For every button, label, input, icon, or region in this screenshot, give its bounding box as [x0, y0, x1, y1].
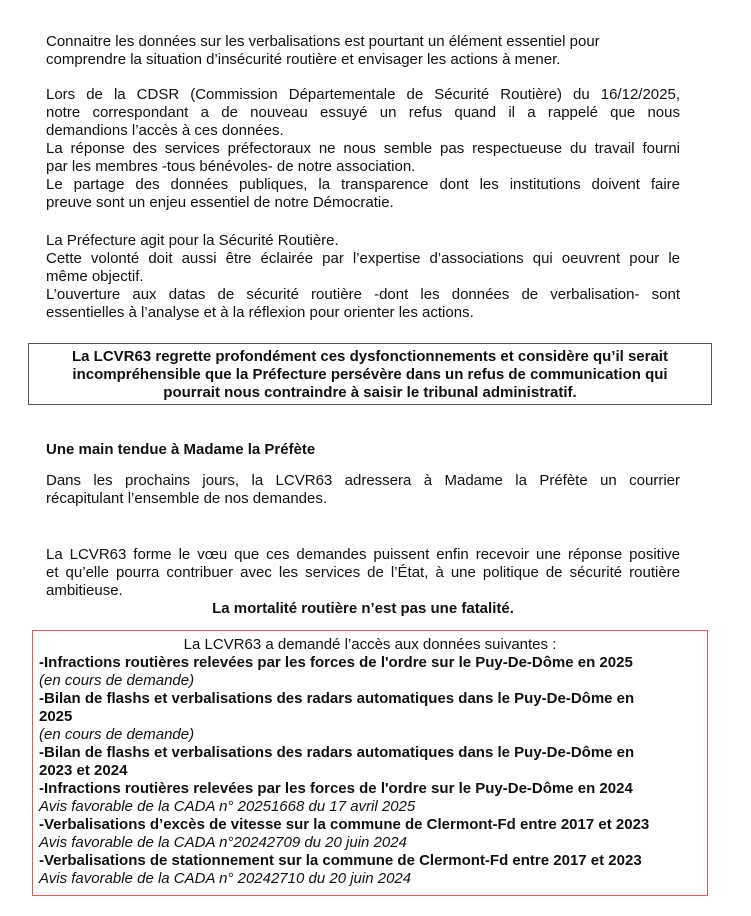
statement-line: incompréhensible que la Préfecture persévère dans un refus de communication qui: [72, 366, 668, 383]
request-status-note: Avis favorable de la CADA n°20242709 du 20 juin 2024: [39, 834, 407, 851]
request-item: -Verbalisations d’excès de vitesse sur la commune de Clermont-Fd entre 2017 et 2023: [39, 816, 650, 833]
text-line: Le partage des données publiques, la transparence dont les institutions doivent faire: [46, 176, 680, 193]
text-line: essentielles à l’analyse et à la réflexion pour orienter les actions.: [46, 304, 474, 321]
text-line: demandions l’accès à ces données.: [46, 122, 284, 139]
request-item: 2025: [39, 708, 73, 725]
statement-line: La LCVR63 regrette profondément ces dysfonctionnements et considère qu’il serait: [72, 348, 668, 365]
text-line: ambitieuse.: [46, 582, 123, 599]
request-item: -Infractions routières relevées par les forces de l'ordre sur le Puy-De-Dôme en 2024: [39, 780, 633, 797]
letter-paragraph: [46, 472, 680, 508]
text-line: La Préfecture agit pour la Sécurité Routière.: [46, 232, 339, 249]
slogan: La mortalité routière n’est pas une fatalité.: [212, 600, 514, 617]
text-line: La réponse des services préfectoraux ne nous semble pas respectueuse du travail fourni: [46, 140, 680, 157]
text-line: par les membres -tous bénévoles- de notre association.: [46, 158, 416, 175]
text-line: même objectif.: [46, 268, 144, 285]
cdsr-paragraph: [46, 86, 680, 212]
text-line: L’ouverture aux datas de sécurité routière -dont les données de verbalisation- sont: [46, 286, 680, 303]
text-line: récapitulant l’ensemble de nos demandes.: [46, 490, 328, 507]
request-status-note: (en cours de demande): [39, 726, 195, 743]
statement-line: pourrait nous contraindre à saisir le tribunal administratif.: [163, 384, 577, 401]
text-line: notre correspondant a de nouveau essuyé un refus quand il a rappelé que nous: [46, 104, 680, 121]
requests-box: [32, 630, 708, 896]
request-item: -Verbalisations de stationnement sur la commune de Clermont-Fd entre 2017 et 2023: [39, 852, 642, 869]
wish-paragraph: [46, 546, 680, 600]
text-line: Dans les prochains jours, la LCVR63 adressera à Madame la Préfète un courrier: [46, 472, 680, 489]
request-status-note: Avis favorable de la CADA n° 20242710 du 20 juin 2024: [39, 870, 412, 887]
text-line: Lors de la CDSR (Commission Départementale de Sécurité Routière) du 16/12/2025,: [46, 86, 680, 103]
intro-paragraph: [46, 33, 680, 69]
request-item: -Bilan de flashs et verbalisations des radars automatiques dans le Puy-De-Dôme en: [39, 744, 635, 761]
request-item: 2023 et 2024: [39, 762, 128, 779]
text-line: Cette volonté doit aussi être éclairée par l’expertise d’associations qui oeuvrent pour le: [46, 250, 680, 267]
request-item: -Infractions routières relevées par les forces de l'ordre sur le Puy-De-Dôme en 2025: [39, 654, 633, 671]
text-line: preuve sont un enjeu essentiel de notre Démocratie.: [46, 194, 394, 211]
requests-list: [39, 654, 701, 888]
statement-box: [28, 343, 712, 405]
requests-heading: La LCVR63 a demandé l’accès aux données suivantes :: [183, 636, 557, 653]
request-status-note: (en cours de demande): [39, 672, 195, 689]
text-line: et qu’elle pourra contribuer avec les services de l’État, à une politique de sécurité routière: [46, 564, 680, 581]
prefecture-paragraph: [46, 232, 680, 322]
request-status-note: Avis favorable de la CADA n° 20251668 du 17 avril 2025: [39, 798, 416, 815]
text-line: comprendre la situation d’insécurité routière et envisager les actions à mener.: [46, 51, 561, 68]
request-item: -Bilan de flashs et verbalisations des radars automatiques dans le Puy-De-Dôme en: [39, 690, 635, 707]
text-line: Connaitre les données sur les verbalisations est pourtant un élément essentiel pour: [46, 33, 600, 50]
text-line: La LCVR63 forme le vœu que ces demandes puissent enfin recevoir une réponse positive: [46, 546, 680, 563]
section-heading: Une main tendue à Madame la Préfète: [46, 441, 316, 458]
